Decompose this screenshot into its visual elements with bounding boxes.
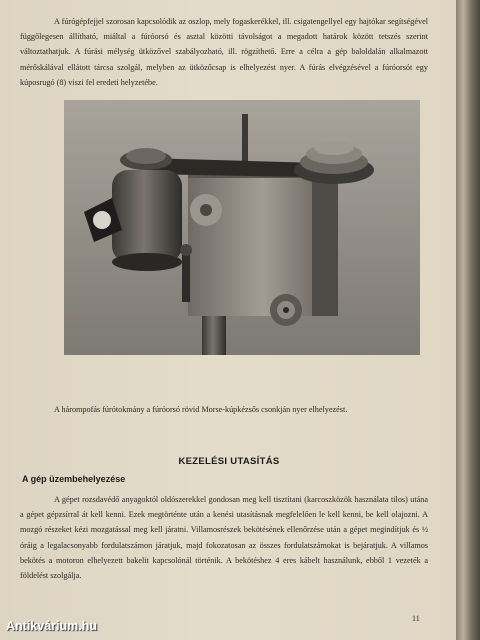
paragraph-morse: A hárompofás fúrótokmány a fúróorsó rövid Morse-kúpkézsős csonkján nyer elhelyezést. [54,405,348,414]
subsection-title: A gép üzembehelyezése [22,474,126,484]
drill-press-illustration [64,100,420,355]
installation-paragraph [20,492,428,583]
morse-paragraph [20,402,428,417]
watermark: Antikvárium.hu [6,619,97,633]
paragraph-body: A gépet rozsdavédő anyagoktól oldószerekkel gondosan meg kell tisztítani (karcoszközök használata tilos) utána a gépet gépzsírral át kell kenni. Ezek megtörténte után a kenési utasításnak megfelelően le kell kenni, be kell olajozni. A mozgó részeket kézi mozgatással meg kell járatni. Villamosrészek bekötésének ellenőrzése után a gépet megindítjuk és ½ óráig a legalacsonyabb fordulatszámon járatjuk, majd fokozatosan az összes fordulatszámokat is bejáratjuk. A villamos bekötés a motoron elhelyezett bakelit kapcsolónál történik. A bekötéshez 4 eres kábelt használunk, ebből 1 vezeték a földelést szolgálja. [20,495,428,581]
page-edge [456,0,480,640]
paragraph-top: A fúrógépfejjel szorosan kapcsolódik az oszlop, mely fogaskerékkel, ill. csigatengellyel egy hajtókar segítségével függőlegesen állítható, miáltal a fúróorsó és asztal közötti távolságot a megadott határok között tetszés szerint változtathatjuk. A fúrási mélység ütközővel szabályozható, ill. rögzíthető. Erre a célra a gép baloldalán alkalmazott mérőskálával ellátott tárcsa szolgál, melyben az ütközőcsap is elhelyezést nyer. A fúrás elvégzésével a fúróorsót egy kúposrugó (8) viszi fel eredeti helyzetébe. [20,17,428,87]
intro-paragraph [20,14,428,90]
drill-machine-photo [64,100,420,355]
section-title: KEZELÉSI UTASÍTÁS [178,456,280,467]
page-number: 11 [412,614,420,623]
